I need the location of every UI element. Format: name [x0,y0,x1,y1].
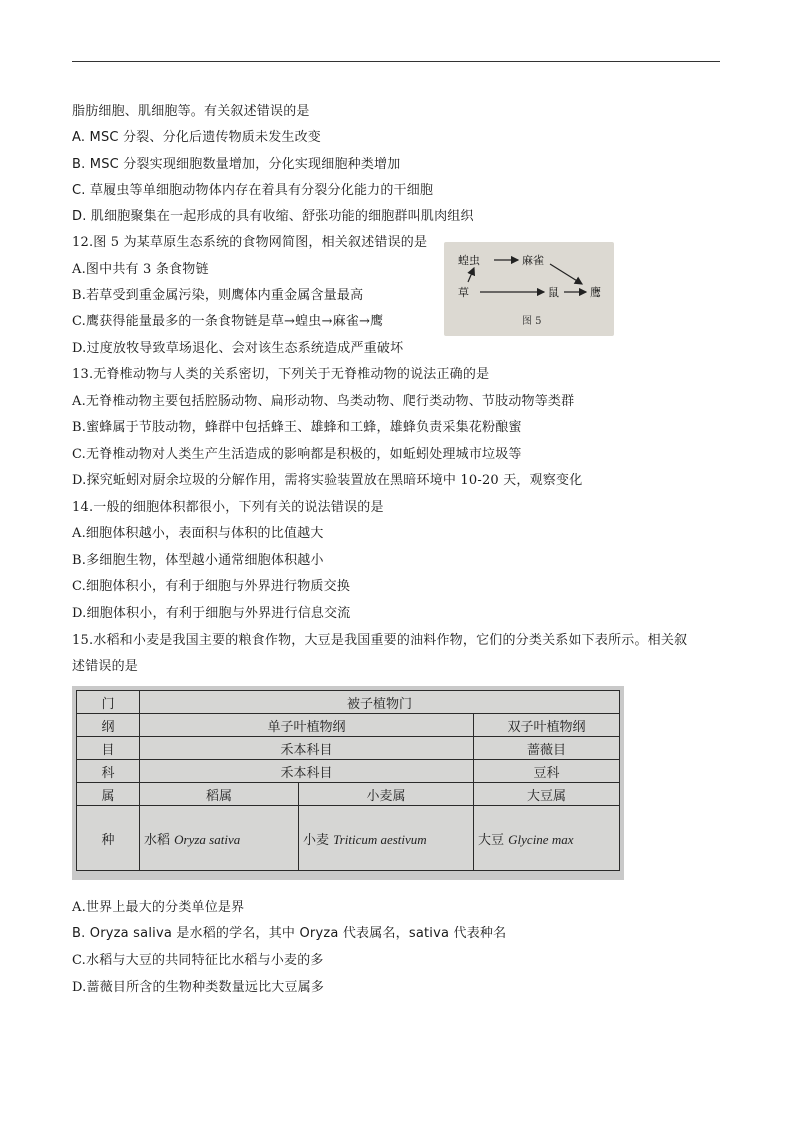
option-c: C.鹰获得能量最多的一条食物链是草→蝗虫→麻雀→鹰 [72,314,384,329]
option-b: B.蜜蜂属于节肢动物，蜂群中包括蜂王、雄蜂和工蜂，雄蜂负责采集花粉酿蜜 [72,420,522,435]
arrow-grass-locust [468,268,474,282]
table-cell: 稻属 [140,783,299,806]
option-a: A.图中共有 3 条食物链 [72,262,209,277]
species-latin: Oryza sativa [174,831,241,847]
option-a: A.无脊椎动物主要包括腔肠动物、扁形动物、鸟类动物、爬行类动物、节肢动物等类群 [72,394,575,409]
option-b: B. MSC 分裂实现细胞数量增加，分化实现细胞种类增加 [72,157,401,172]
row-label: 门 [77,691,140,714]
option-b: B.多细胞生物，体型越小通常细胞体积越小 [72,553,324,568]
option-c: C. 草履虫等单细胞动物体内存在着具有分裂分化能力的干细胞 [72,183,434,198]
option-c: C.无脊椎动物对人类生产生活造成的影响都是积极的，如蚯蚓处理城市垃圾等 [72,447,522,462]
row-label: 纲 [77,714,140,737]
option-d: D.探究蚯蚓对厨余垃圾的分解作用，需将实验装置放在黑暗环境中 10-20 天，观察变化 [72,473,583,488]
node-sparrow: 麻雀 [522,254,544,267]
row-label: 科 [77,760,140,783]
arrow-sparrow-eagle [550,264,582,284]
species-cn: 大豆 [478,832,505,848]
species-latin: Triticum aestivum [333,831,427,847]
table-cell: 大豆属 [474,783,620,806]
option-d: D.蔷薇目所含的生物种类数量远比大豆属多 [72,980,325,995]
option-b: B.若草受到重金属污染，则鹰体内重金属含量最高 [72,288,364,303]
species-latin: Glycine max [508,831,574,847]
option-b: B. Oryza saliva 是水稻的学名，其中 Oryza 代表属名，sativa 代表种名 [72,926,507,941]
header-rule [72,61,720,62]
species-cn: 水稻 [144,832,171,848]
text-line: 脂肪细胞、肌细胞等。有关叙述错误的是 [72,104,310,119]
table-cell: 禾本科目 [140,760,474,783]
question-15-cont: 述错误的是 [72,659,139,674]
row-label: 目 [77,737,140,760]
table-cell: 豆科 [474,760,620,783]
node-grass: 草 [458,286,469,299]
question-13: 13.无脊椎动物与人类的关系密切，下列关于无脊椎动物的说法正确的是 [72,367,490,382]
option-d: D.细胞体积小，有利于细胞与外界进行信息交流 [72,606,351,621]
option-c: C.水稻与大豆的共同特征比水稻与小麦的多 [72,953,324,968]
node-eagle: 鹰 [590,286,601,299]
table-cell [299,806,474,871]
table-cell: 禾本科目 [140,737,474,760]
question-14: 14.一般的细胞体积都很小，下列有关的说法错误的是 [72,500,384,515]
question-12: 12.图 5 为某草原生态系统的食物网简图，相关叙述错误的是 [72,235,428,250]
option-a: A.细胞体积越小，表面积与体积的比值越大 [72,526,324,541]
table-cell [474,806,620,871]
row-label: 属 [77,783,140,806]
table-cell: 小麦属 [299,783,474,806]
classification-table [76,690,620,871]
table-cell: 蔷薇目 [474,737,620,760]
option-d: D.过度放牧导致草场退化、会对该生态系统造成严重破坏 [72,341,404,356]
table-cell: 单子叶植物纲 [140,714,474,737]
node-locust: 蝗虫 [458,254,480,267]
option-a: A. MSC 分裂、分化后遗传物质未发生改变 [72,130,322,145]
table-cell: 被子植物门 [140,691,620,714]
option-c: C.细胞体积小，有利于细胞与外界进行物质交换 [72,579,351,594]
question-15: 15.水稻和小麦是我国主要的粮食作物，大豆是我国重要的油料作物，它们的分类关系如下表所示。相关叙 [72,633,688,648]
table-cell: 双子叶植物纲 [474,714,620,737]
species-cn: 小麦 [303,832,330,848]
option-a: A.世界上最大的分类单位是界 [72,900,245,915]
classification-table-image [72,686,624,880]
table-cell [140,806,299,871]
node-mouse: 鼠 [548,286,559,299]
row-label: 种 [77,806,140,871]
option-d: D. 肌细胞聚集在一起形成的具有收缩、舒张功能的细胞群叫肌肉组织 [72,209,474,224]
figure-caption: 图 5 [522,316,542,327]
food-web-figure [444,242,614,336]
